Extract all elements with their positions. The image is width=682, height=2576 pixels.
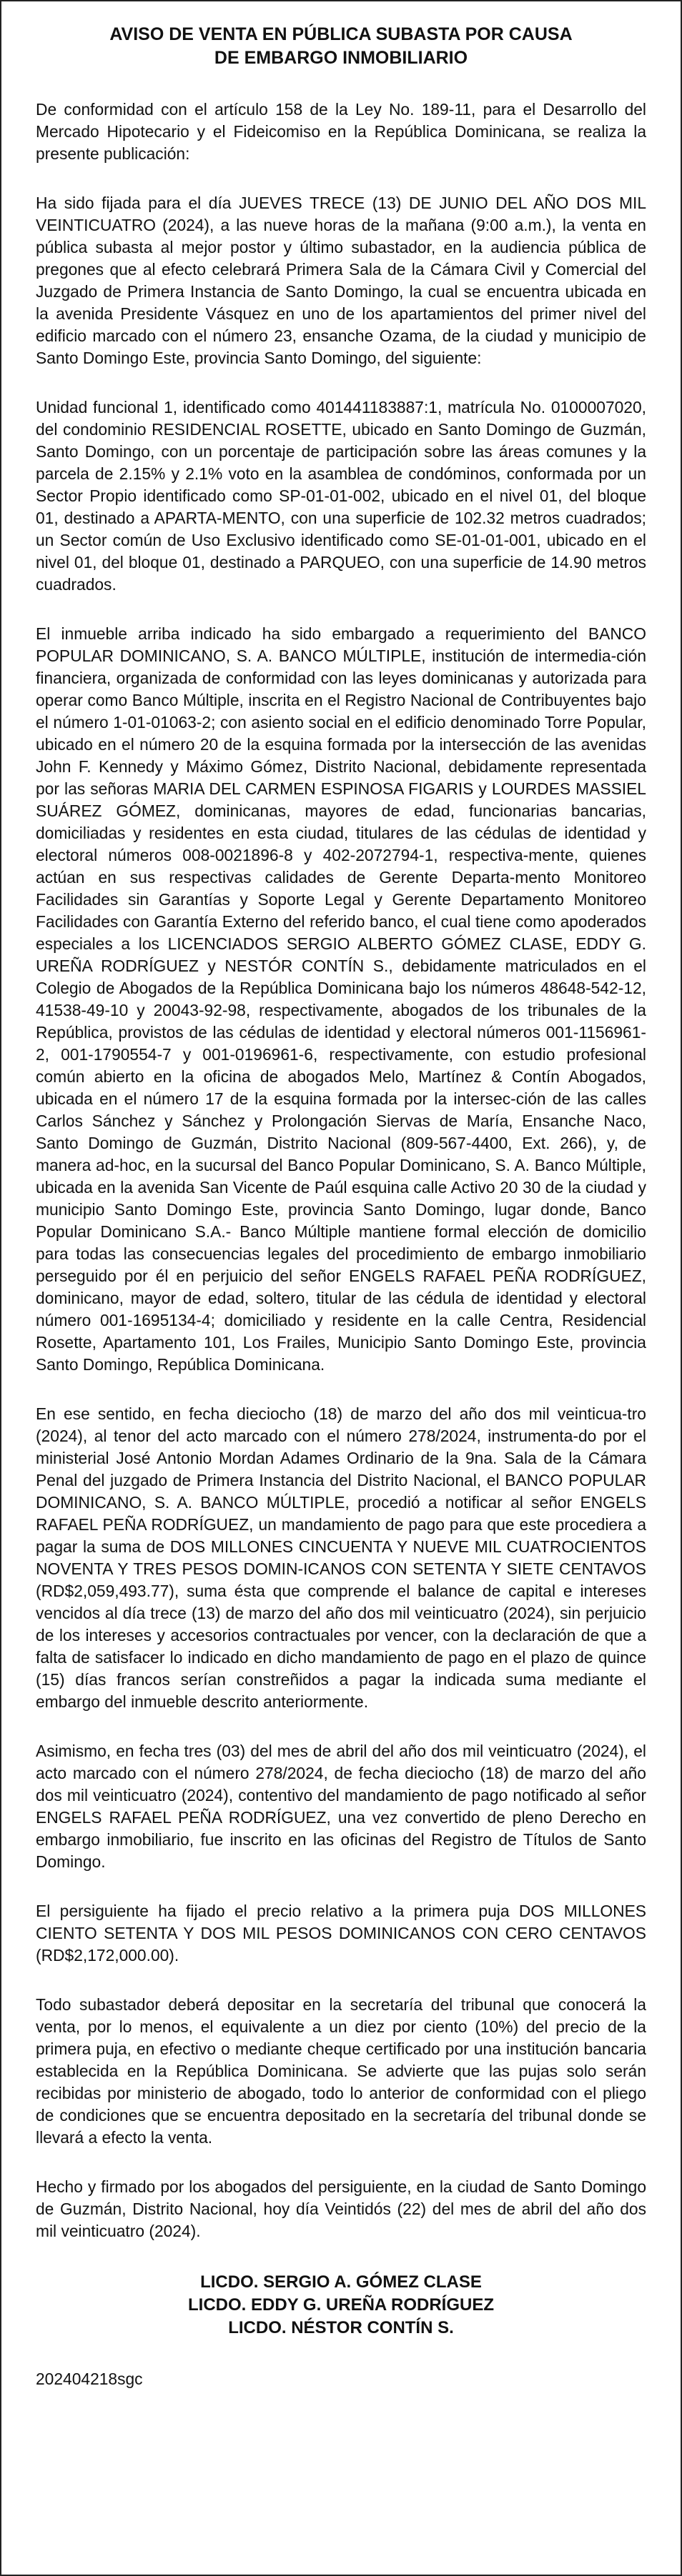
- paragraph-registration: Asimismo, en fecha tres (03) del mes de abril del año dos mil veinticuatro (2024), el acto marcado con el número 278/2024, de fecha dieciocho (18) de marzo del año dos mil veinticuatro (2024), contentivo del mandamiento de pago notificado al señor ENGELS RAFAEL PEÑA RODRÍGUEZ, una vez convertido de pleno Derecho en embargo inmobiliario, fue inscrito en las oficinas del Registro de Títulos de Santo Domingo.: [36, 1742, 646, 1871]
- signer-name: LICDO. SERGIO A. GÓMEZ CLASE: [200, 2272, 482, 2292]
- notice-title: [36, 23, 646, 70]
- paragraph-property-description: Unidad funcional 1, identificado como 401441183887:1, matrícula No. 0100007020, del condominio RESIDENCIAL ROSETTE, ubicado en Santo Domingo de Guzmán, Santo Domingo, con un porcentaje de participación sobre las áreas comunes y la parcela de 2.15% y 2.1% voto en la asamblea de condóminos, conformada por un Sector Propio identificado como SP-01-01-002, ubicado en el nivel 01, del bloque 01, destinado a APARTA-MENTO, con una superficie de 102.32 metros cuadrados; un Sector común de Uso Exclusivo identificado como SE-01-01-001, ubicado en el nivel 01, del bloque 01, destinado a PARQUEO, con una superficie de 14.90 metros cuadrados.: [36, 398, 646, 594]
- paragraph-deposit-terms: Todo subastador deberá depositar en la secretaría del tribunal que conocerá la venta, por lo menos, el equivalente a un diez por ciento (10%) del precio de la primera puja, en efectivo o mediante cheque certificado por una institución bancaria establecida en la República Dominicana. Se advierte que las pujas solo serán recibidas por ministerio de abogado, todo lo anterior de conformidad con el pliego de condiciones que se encuentra depositado en la secretaría del tribunal donde se llevará a efecto la venta.: [36, 1995, 646, 2147]
- paragraph-signature-place-date: Hecho y firmado por los abogados del persiguiente, en la ciudad de Santo Domingo de Guzmán, Distrito Nacional, hoy día Veintidós (22) del mes de abril del año dos mil veinticuatro (2024).: [36, 2177, 646, 2240]
- paragraph-legal-basis: De conformidad con el artículo 158 de la Ley No. 189-11, para el Desarrollo del Mercado Hipotecario y el Fideicomiso en la República Dominicana, se realiza la presente publicación:: [36, 100, 646, 163]
- paragraph-first-bid-price: El persiguiente ha fijado el precio relativo a la primera puja DOS MILLONES CIENTO SETENTA Y DOS MIL PESOS DOMINICANOS CON CERO CENTAVOS (RD$2,172,000.00).: [36, 1902, 646, 1965]
- signers-block: [36, 2271, 646, 2340]
- reference-code: 202404218sgc: [36, 2370, 143, 2388]
- paragraph-seizing-party: El inmueble arriba indicado ha sido embargado a requerimiento del BANCO POPULAR DOMINICANO, S. A. BANCO MÚLTIPLE, institución de intermedia-ción financiera, organizada de conformidad con las leyes dominicanas y autorizada para operar como Banco Múltiple, inscrita en el Registro Nacional de Contribuyentes bajo el número 1-01-01063-2; con asiento social en el edificio denominado Torre Popular, ubicado en el número 20 de la esquina formada por la intersección de las avenidas John F. Kennedy y Máximo Gómez, Distrito Nacional, debidamente representada por las señoras MARIA DEL CARMEN ESPINOSA FIGARIS y LOURDES MASSIEL SUÁREZ GÓMEZ, dominicanas, mayores de edad, funcionarias bancarias, domiciliadas y residentes en esta ciudad, titulares de las cédulas de identidad y electoral números 008-0021896-8 y 402-2072794-1, respectiva-mente, quienes actúan en sus respectivas calidades de Gerente Departa-mento Monitoreo Facilidades sin Garantías y Soporte Legal y Gerente Departamento Monitoreo Facilidades con Garantía Externo del referido banco, el cual tiene como apoderados especiales a los LICENCIADOS SERGIO ALBERTO GÓMEZ CLASE, EDDY G. UREÑA RODRÍGUEZ y NESTÓR CONTÍN S., debidamente matriculados en el Colegio de Abogados de la República Dominicana bajo los números 48648-542-12, 41538-49-10 y 20043-92-98, respectivamente, abogados de los tribunales de la República, provistos de las cédulas de identidad y electoral números 001-1156961-2, 001-1790554-7 y 001-0196961-6, respectivamente, con estudio profesional común abierto en la oficina de abogados Melo, Martínez & Contín Abogados, ubicada en el número 17 de la esquina formada por la intersec-ción de las calles Carlos Sánchez y Sánchez y Prolongación Siervas de María, Ensanche Naco, Santo Domingo de Guzmán, Distrito Nacional (809-567-4400, Ext. 266), y, de manera ad-hoc, en la sucursal del Banco Popular Dominicano, S. A. Banco Múltiple, ubicada en la avenida San Vicente de Paúl esquina calle Activo 20 30 de la ciudad y municipio Santo Domingo Este, provincia Santo Domingo, lugar donde, Banco Popular Dominicano S.A.- Banco Múltiple mantiene formal elección de domicilio para todas las consecuencias legales del procedimiento de embargo inmobiliario perseguido por él en perjuicio del señor ENGELS RAFAEL PEÑA RODRÍGUEZ, dominicano, mayor de edad, soltero, titular de las cédula de identidad y electoral número 001-1695134-4; domiciliado y residente en la calle Centra, Residencial Rosette, Apartamento 101, Los Frailes, Municipio Santo Domingo Este, provincia Santo Domingo, República Dominicana.: [36, 624, 646, 1374]
- signer-name: LICDO. NÉSTOR CONTÍN S.: [228, 2318, 454, 2337]
- signer-name: LICDO. EDDY G. UREÑA RODRÍGUEZ: [187, 2295, 495, 2315]
- title-line-1: AVISO DE VENTA EN PÚBLICA SUBASTA POR CAUSA: [109, 24, 573, 44]
- paragraph-auction-date: Ha sido fijada para el día JUEVES TRECE (13) DE JUNIO DEL AÑO DOS MIL VEINTICUATRO (2024), a las nueve horas de la mañana (9:00 a.m.), la venta en pública subasta al mejor postor y último subastador, en la audiencia pública de pregones que al efecto celebrará Primera Sala de la Cámara Civil y Comercial del Juzgado de Primera Instancia de Santo Domingo, la cual se encuentra ubicada en la avenida Presidente Vásquez en uno de los apartamientos del primer nivel del edificio marcado con el número 23, ensanche Ozama, de la ciudad y municipio de Santo Domingo Este, provincia Santo Domingo, del siguiente:: [36, 194, 646, 367]
- paragraph-payment-order: En ese sentido, en fecha dieciocho (18) de marzo del año dos mil veinticua-tro (2024), al tenor del acto marcado con el número 278/2024, instrumenta-do por el ministerial José Antonio Mordan Adames Ordinario de la 9na. Sala de la Cámara Penal del juzgado de Primera Instancia del Distrito Nacional, el BANCO POPULAR DOMINICANO, S. A. BANCO MÚLTIPLE, procedió a notificar al señor ENGELS RAFAEL PEÑA RODRÍGUEZ, un mandamiento de pago para que este procediera a pagar la suma de DOS MILLONES CINCUENTA Y NUEVE MIL CUATROCIENTOS NOVENTA Y TRES PESOS DOMIN-ICANOS CON SETENTA Y SIETE CENTAVOS (RD$2,059,493.77), suma ésta que comprende el balance de capital e intereses vencidos al día trece (13) de marzo del año dos mil veinticuatro (2024), sin perjuicio de los intereses y accesorios contractuales por vencer, con la declaración de que a falta de satisfacer lo indicado en dicho mandamiento de pago en el plazo de quince (15) días francos serían constreñidos a pagar la indicada suma mediante el embargo del inmueble descrito anteriormente.: [36, 1404, 646, 1711]
- title-line-2: DE EMBARGO INMOBILIARIO: [214, 48, 468, 68]
